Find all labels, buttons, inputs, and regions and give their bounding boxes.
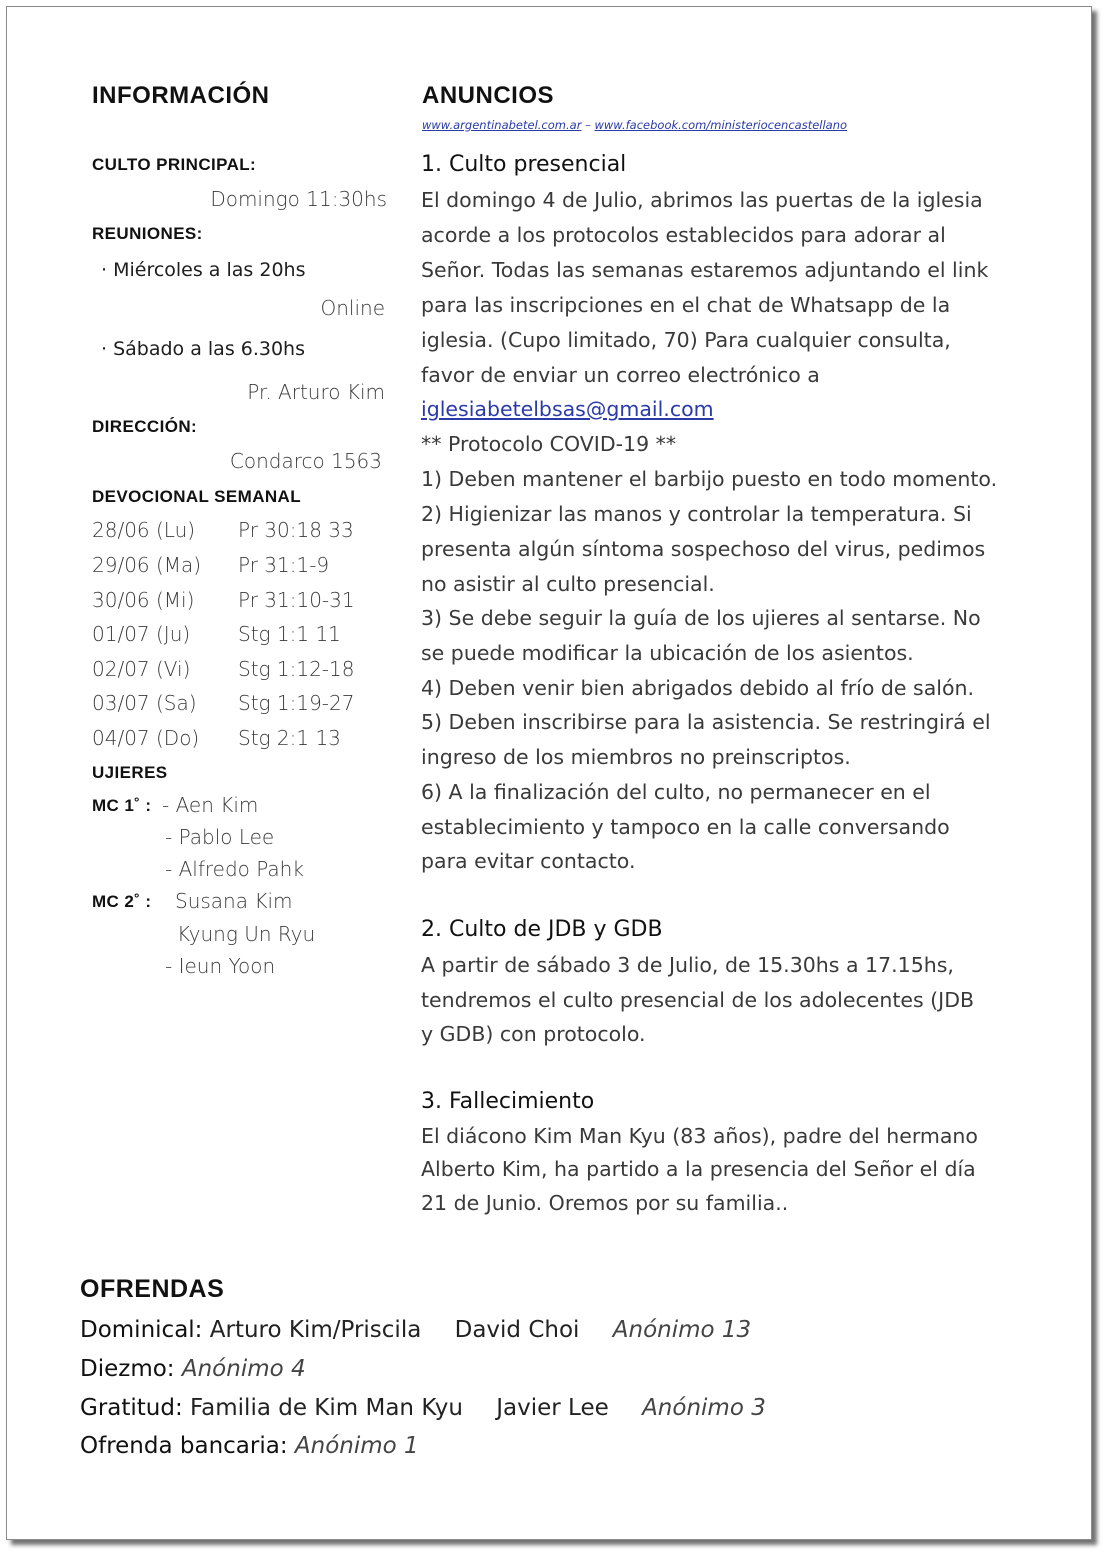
mc2-label: MC 2˚ : — [92, 892, 152, 911]
gratitud-label: Gratitud: — [80, 1395, 183, 1421]
gratitud-name: Javier Lee — [496, 1395, 609, 1421]
section-1-line: iglesia. (Cupo limitado, 70) Para cualquier consulta, — [421, 328, 951, 352]
mc1-member: - Aen Kim — [162, 793, 259, 817]
diezmo-name: Anónimo 4 — [181, 1356, 306, 1382]
web-links — [422, 118, 847, 132]
anuncios-heading: ANUNCIOS — [422, 82, 555, 109]
protocol-line: presenta algún síntoma sospechoso del virus, pedimos — [421, 537, 986, 561]
section-3-line: El diácono Kim Man Kyu (83 años), padre del hermano — [421, 1124, 978, 1148]
ujieres-label: UJIERES — [92, 763, 168, 782]
diezmo-label: Diezmo: — [80, 1356, 175, 1382]
section-1-line: Señor. Todas las semanas estaremos adjuntando el link — [421, 258, 989, 282]
devocional-date: 04/07 (Do) — [92, 726, 200, 750]
ofrendas-heading: OFRENDAS — [80, 1275, 225, 1303]
devocional-ref: Stg 1:19-27 — [238, 691, 355, 715]
dominical-label: Dominical: — [80, 1317, 203, 1343]
protocol-line: ingreso de los miembros no preinscriptos. — [421, 745, 851, 769]
mc1-member: - Pablo Lee — [165, 825, 275, 849]
protocol-line: 2) Higienizar las manos y controlar la temperatura. Si — [421, 502, 972, 526]
section-3-line: 21 de Junio. Oremos por su familia.. — [421, 1191, 789, 1215]
culto-principal-label: CULTO PRINCIPAL: — [92, 155, 257, 174]
devocional-date: 28/06 (Lu) — [92, 518, 196, 542]
protocol-line: establecimiento y tampoco en la calle conversando — [421, 815, 950, 839]
protocol-line: 5) Deben inscribirse para la asistencia. Se restringirá el — [421, 710, 991, 734]
dominical-name: David Choi — [454, 1317, 580, 1343]
devocional-label: DEVOCIONAL SEMANAL — [92, 487, 302, 506]
ofrenda-bancaria-row — [80, 1433, 419, 1459]
devocional-ref: Pr 30:18 33 — [238, 518, 354, 542]
devocional-ref: Pr 31:1-9 — [238, 553, 330, 577]
mc2-member: - Ieun Yoon — [165, 954, 276, 978]
devocional-date: 29/06 (Ma) — [92, 553, 202, 577]
section-1-line: El domingo 4 de Julio, abrimos las puertas de la iglesia — [421, 188, 983, 212]
reuniones-label: REUNIONES: — [92, 224, 203, 243]
protocol-line: 3) Se debe seguir la guía de los ujieres al sentarse. No — [421, 606, 981, 630]
section-2-title: 2. Culto de JDB y GDB — [421, 917, 663, 942]
bancaria-name: Anónimo 1 — [294, 1433, 419, 1459]
bancaria-label: Ofrenda bancaria: — [80, 1433, 288, 1459]
section-1-line: favor de enviar un correo electrónico a — [421, 363, 820, 387]
protocol-line: 4) Deben venir bien abrigados debido al frío de salón. — [421, 676, 975, 700]
dominical-name: Anónimo 13 — [612, 1317, 752, 1343]
devocional-ref: Stg 1:12-18 — [238, 657, 355, 681]
reunion-item-2: · Sábado a las 6.30hs — [101, 338, 305, 360]
section-1-title: 1. Culto presencial — [421, 152, 627, 177]
protocol-line: 6) A la finalización del culto, no permanecer en el — [421, 780, 931, 804]
info-heading: INFORMACIÓN — [92, 82, 270, 109]
direccion-label: DIRECCIÓN: — [92, 417, 198, 436]
devocional-ref: Pr 31:10-31 — [238, 588, 355, 612]
direccion-value: Condarco 1563 — [229, 449, 382, 473]
mc1-member: - Alfredo Pahk — [165, 857, 304, 881]
facebook-link[interactable]: www.facebook.com/ministeriocencastellano — [594, 118, 848, 132]
reunion-item-2-note: Pr. Arturo Kim — [247, 380, 385, 404]
reunion-item-1: · Miércoles a las 20hs — [101, 259, 306, 281]
section-2-line: tendremos el culto presencial de los adolecentes (JDB — [421, 988, 975, 1012]
devocional-date: 01/07 (Ju) — [92, 622, 191, 646]
ofrenda-diezmo-row — [80, 1356, 306, 1382]
gratitud-name: Familia de Kim Man Kyu — [190, 1395, 463, 1421]
dominical-name: Arturo Kim/Priscila — [209, 1317, 422, 1343]
protocol-line: 1) Deben mantener el barbijo puesto en todo momento. — [421, 467, 998, 491]
gratitud-name: Anónimo 3 — [642, 1395, 766, 1421]
link-separator: – — [585, 118, 591, 132]
ofrenda-gratitud-row — [80, 1395, 766, 1421]
website-link[interactable]: www.argentinabetel.com.ar — [422, 118, 582, 132]
mc2-member: Kyung Un Ryu — [177, 922, 316, 946]
devocional-date: 03/07 (Sa) — [92, 691, 197, 715]
section-2-line: A partir de sábado 3 de Julio, de 15.30hs a 17.15hs, — [421, 953, 954, 977]
section-1-line: acorde a los protocolos establecidos para adorar al — [421, 223, 946, 247]
section-3-title: 3. Fallecimiento — [421, 1089, 595, 1114]
ofrenda-dominical-row — [80, 1317, 751, 1343]
protocol-line: no asistir al culto presencial. — [421, 572, 715, 596]
section-3-line: Alberto Kim, ha partido a la presencia del Señor el día — [421, 1157, 976, 1181]
protocol-line: ** Protocolo COVID-19 ** — [421, 432, 677, 456]
protocol-line: para evitar contacto. — [421, 849, 636, 873]
section-2-line: y GDB) con protocolo. — [421, 1022, 646, 1046]
section-1-line: para las inscripciones en el chat de Whatsapp de la — [421, 293, 951, 317]
devocional-date: 30/06 (Mi) — [92, 588, 195, 612]
culto-principal-value: Domingo 11:30hs — [210, 187, 387, 211]
mc2-member: Susana Kim — [175, 889, 293, 913]
mc1-label: MC 1˚ : — [92, 796, 152, 815]
devocional-ref: Stg 2:1 13 — [238, 726, 341, 750]
devocional-ref: Stg 1:1 11 — [238, 622, 341, 646]
contact-email-link[interactable]: iglesiabetelbsas@gmail.com — [421, 397, 714, 421]
reunion-item-1-note: Online — [320, 296, 385, 320]
devocional-date: 02/07 (Vi) — [92, 657, 191, 681]
protocol-line: se puede modificar la ubicación de los asientos. — [421, 641, 914, 665]
